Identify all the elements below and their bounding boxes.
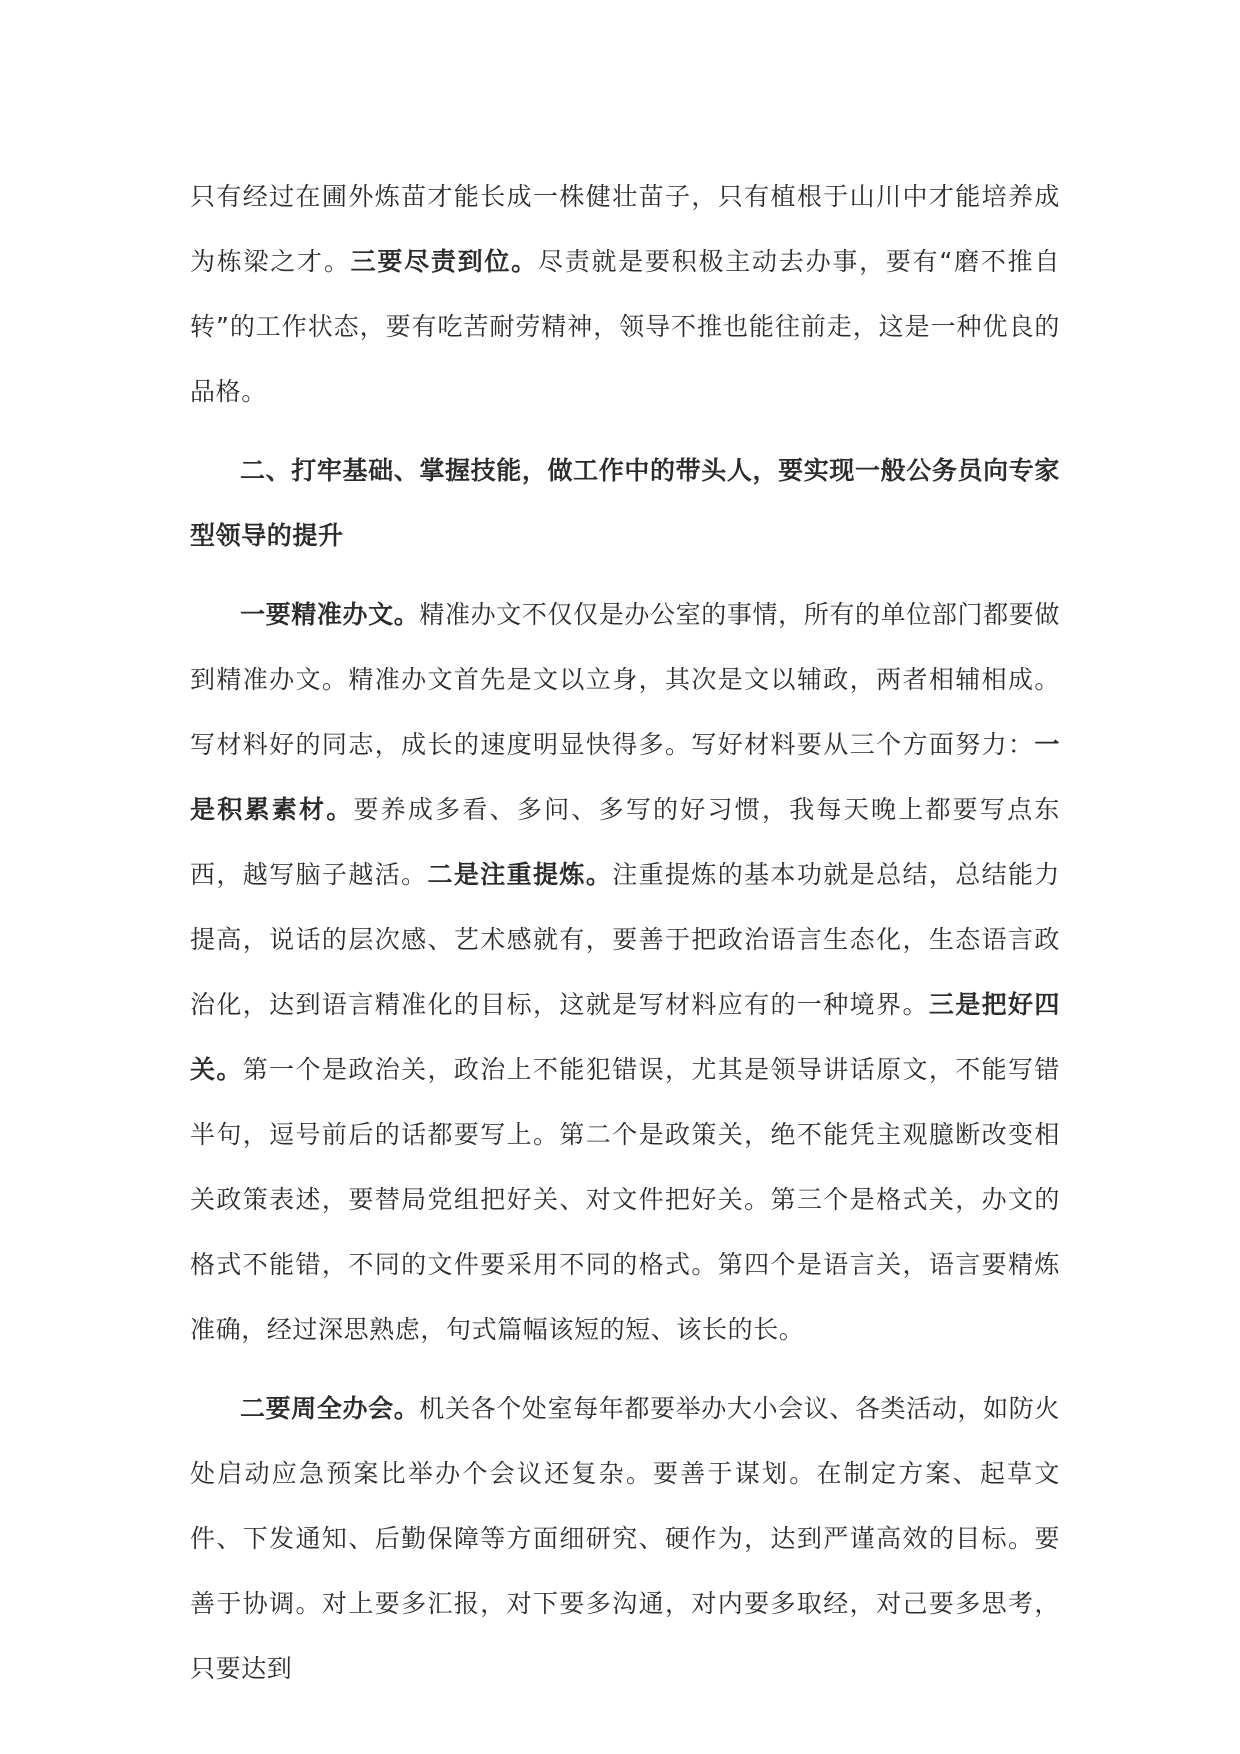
- text-run: 第一个是政治关，政治上不能犯错误，尤其是领导讲话原文，不能写错半句，逗号前后的话都要写上。第二个是政策关，绝不能凭主观臆断改变相关政策表述，要替局党组把好关、对文件把好关。第三个是格式关，办文的格式不能错，不同的文件要采用不同的格式。第四个是语言关，语言要精炼准确，经过深思熟虑，句式篇幅该短的短、该长的长。: [190, 1055, 1060, 1344]
- text-run: 机关各个处室每年都要举办大小会议、各类活动，如防火处启动应急预案比举办个会议还复杂。要善于谋划。在制定方案、起草文件、下发通知、后勤保障等方面细研究、硬作为，达到严谨高效的目标。要善于协调。对上要多汇报，对下要多沟通，对内要多取经，对己要多思考，只要达到: [190, 1394, 1060, 1683]
- text-run: 尽责就是要积极主动去办事，要有“磨不推自转”的工作状态，要有吃苦耐劳精神，领导不推也能往前走，这是一种优良的品格。: [190, 247, 1060, 406]
- text-run: 注重提炼的基本功就是总结，总结能力提高，说话的层次感、艺术感就有，要善于把政治语言生态化，生态语言政治化，达到语言精准化的目标，这就是写材料应有的一种境界。: [190, 860, 1061, 1019]
- bold-lead-phrase: 二是注重提炼。: [427, 860, 613, 889]
- bold-lead-phrase: 一要精准办文。: [240, 600, 420, 629]
- paragraph-thorough-meetings: [190, 1376, 1060, 1701]
- section-heading-text: 二、打牢基础、掌握技能，做工作中的带头人，要实现一般公务员向专家型领导的提升: [190, 456, 1060, 550]
- bold-lead-phrase: 三是把好四关。: [190, 990, 1060, 1084]
- section-heading: [190, 438, 1060, 568]
- text-run: 精准办文不仅仅是办公室的事情，所有的单位部门都要做到精准办文。精准办文首先是文以立身，其次是文以辅政，两者相辅相成。写材料好的同志，成长的速度明显快得多。写好材料要从三个方面努力：: [190, 600, 1060, 759]
- bold-lead-phrase: 二要周全办会。: [240, 1394, 420, 1423]
- text-run: 要养成多看、多问、多写的好习惯，我每天晚上都要写点东西，越写脑子越活。: [190, 795, 1060, 889]
- bold-lead-phrase: 三要尽责到位。: [350, 247, 538, 276]
- paragraph-precise-writing: [190, 582, 1060, 1362]
- document-body: [190, 164, 1060, 1701]
- paragraph-continuation: [190, 164, 1060, 424]
- text-run: 只有经过在圃外炼苗才能长成一株健壮苗子，只有植根于山川中才能培养成为栋梁之才。: [190, 182, 1060, 276]
- bold-lead-phrase: 一是积累素材。: [190, 730, 1060, 824]
